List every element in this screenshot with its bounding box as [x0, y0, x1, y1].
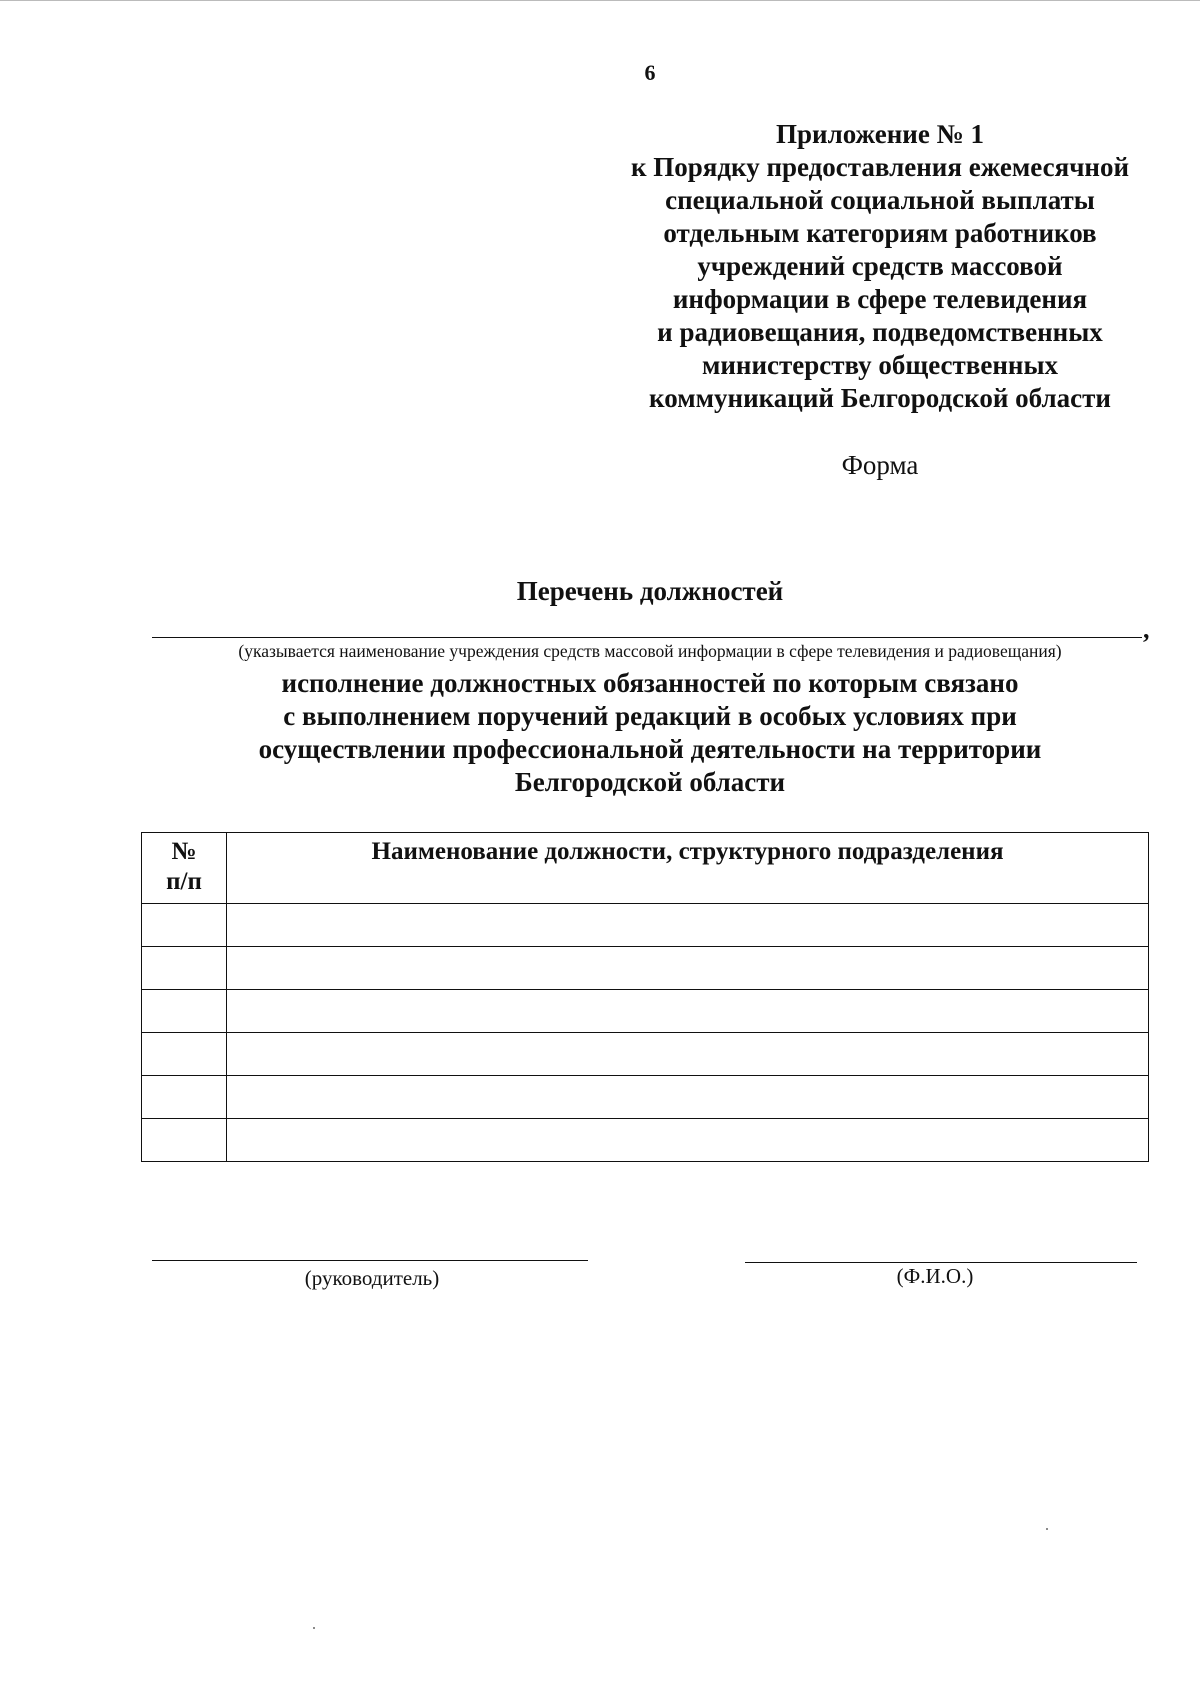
table-row: [142, 1076, 1149, 1119]
list-title: Перечень должностей: [516, 576, 784, 606]
positions-table: [141, 832, 1149, 1162]
appendix-line: отдельным категориям работников: [663, 218, 1097, 248]
row-number-cell: [142, 947, 227, 990]
page-number: 6: [644, 60, 656, 85]
institution-caption: (указывается наименование учреждения средств массовой информации в сфере телевидения и радиовещания): [238, 641, 1062, 661]
scan-speck: [1046, 1528, 1048, 1530]
row-name-cell: [227, 1119, 1149, 1162]
form-label: Форма: [841, 450, 919, 480]
row-number-cell: [142, 990, 227, 1033]
table-row: [142, 904, 1149, 947]
row-number-cell: [142, 904, 227, 947]
appendix-line: министерству общественных: [701, 350, 1059, 380]
header-number: [142, 833, 227, 904]
appendix-line: коммуникаций Белгородской области: [649, 383, 1111, 413]
row-name-cell: [227, 904, 1149, 947]
list-subtitle: [180, 667, 1120, 799]
row-name-cell: [227, 947, 1149, 990]
appendix-line: к Порядку предоставления ежемесячной: [630, 152, 1130, 182]
row-name-cell: [227, 1033, 1149, 1076]
appendix-line: информации в сфере телевидения: [672, 284, 1088, 314]
table-header-row: [142, 833, 1149, 904]
subtitle-line: исполнение должностных обязанностей по которым связано: [281, 668, 1019, 698]
full-name-signature-line: [745, 1262, 1137, 1263]
subtitle-line: Белгородской области: [514, 767, 786, 797]
appendix-header: [590, 118, 1170, 415]
appendix-line: и радиовещания, подведомственных: [657, 317, 1103, 347]
row-number-cell: [142, 1033, 227, 1076]
row-number-cell: [142, 1076, 227, 1119]
manager-signature-line: [152, 1260, 588, 1261]
header-number-line1: №: [171, 838, 197, 865]
full-name-caption: (Ф.И.О.): [896, 1264, 974, 1288]
table-row: [142, 1119, 1149, 1162]
row-name-cell: [227, 1076, 1149, 1119]
scan-top-edge: [0, 0, 1200, 1]
institution-trailing-comma: ,: [1143, 615, 1150, 644]
row-number-cell: [142, 1119, 227, 1162]
table-row: [142, 990, 1149, 1033]
institution-name-line: [152, 637, 1142, 638]
manager-caption: (руководитель): [304, 1266, 440, 1290]
scan-speck: [313, 1627, 315, 1629]
subtitle-line: с выполнением поручений редакций в особых условиях при: [283, 701, 1017, 731]
appendix-line: учреждений средств массовой: [697, 251, 1063, 281]
table-row: [142, 1033, 1149, 1076]
appendix-title: Приложение № 1: [776, 119, 984, 149]
row-name-cell: [227, 990, 1149, 1033]
subtitle-line: осуществлении профессиональной деятельности на территории: [258, 734, 1042, 764]
appendix-line: специальной социальной выплаты: [665, 185, 1095, 215]
table-row: [142, 947, 1149, 990]
header-position-name: Наименование должности, структурного подразделения: [227, 833, 1149, 904]
header-number-line2: п/п: [166, 868, 202, 895]
